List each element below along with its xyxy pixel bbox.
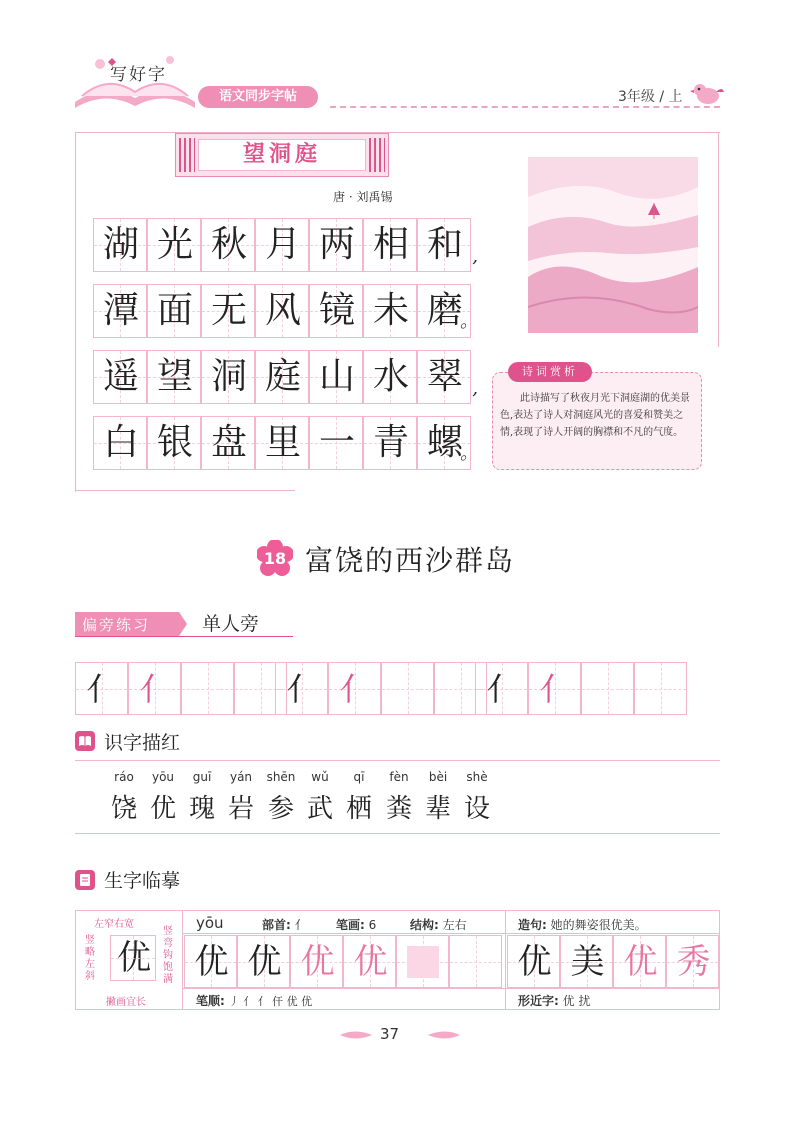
trace-cell — [290, 935, 343, 988]
trace-char-pink: 优 — [353, 942, 388, 982]
lesson-title: 富饶的西沙群岛 — [305, 544, 516, 577]
structure-value: 左右 — [442, 918, 467, 932]
hint-left: 竖略左斜 — [85, 935, 95, 982]
poem-cell — [309, 416, 363, 470]
poem-cell — [147, 350, 201, 404]
poem-line-2 — [93, 284, 478, 338]
poem-cell — [363, 350, 417, 404]
model-char: 优 — [117, 938, 151, 978]
header-divider — [330, 106, 720, 108]
poem-char: 和 — [426, 224, 463, 265]
hanzi: 武 — [306, 794, 333, 824]
hint-bottom: 撇画宜长 — [106, 997, 146, 1008]
poem-char: 螺 — [426, 422, 463, 463]
poem-cell — [363, 416, 417, 470]
recognize-char — [221, 770, 261, 826]
recognize-top-rule — [75, 760, 720, 761]
poem-cell — [93, 350, 147, 404]
hint-top: 左窄右宽 — [94, 919, 134, 930]
pinyin: bèi — [428, 770, 448, 784]
word2-char2: 秀 — [676, 942, 711, 982]
radical-trace-glyph: 亻 — [139, 670, 172, 708]
word1-char1: 优 — [517, 942, 552, 982]
poem-char: 无 — [210, 290, 247, 331]
poem-cell — [93, 284, 147, 338]
pinyin: yán — [229, 770, 253, 784]
hanzi: 瑰 — [188, 794, 215, 824]
poem-cell — [255, 284, 309, 338]
hint-right: 竖弯钩饱满 — [163, 926, 173, 985]
lesson-number: 18 — [263, 549, 287, 568]
similar-value: 优 扰 — [562, 994, 591, 1008]
radical-cell-empty[interactable] — [181, 662, 234, 715]
trace-cell — [343, 935, 396, 988]
recognize-section-title: 识字描红 — [104, 732, 181, 754]
poem-char: 银 — [156, 422, 193, 463]
analysis-title: 诗词赏析 — [508, 362, 592, 382]
word1-char2: 美 — [570, 942, 605, 982]
radical-cell — [128, 662, 181, 715]
recognize-bottom-rule — [75, 833, 720, 834]
title-stripes-right — [369, 138, 385, 172]
poem-cell — [255, 350, 309, 404]
hanzi: 优 — [149, 794, 176, 824]
radical-cell-empty[interactable] — [381, 662, 434, 715]
pinyin: guī — [192, 770, 212, 784]
poem-punctuation: , — [472, 246, 478, 267]
table-divider — [505, 910, 506, 1010]
sentence-label: 造句: — [518, 918, 547, 932]
word-cell — [613, 935, 666, 988]
poem-cell — [147, 218, 201, 272]
word-cell — [666, 935, 719, 988]
recognize-char — [379, 770, 419, 826]
poem-char: 镜 — [318, 290, 355, 331]
pinyin: ráo — [114, 770, 134, 784]
radical-label: 部首: — [262, 918, 291, 932]
poem-char: 望 — [156, 356, 193, 397]
poem-char: 青 — [372, 422, 409, 463]
poem-char: 风 — [264, 290, 301, 331]
bird-icon — [690, 80, 724, 106]
similar-info — [518, 992, 590, 1009]
recognize-char — [418, 770, 458, 826]
poem-frame-left — [75, 132, 76, 492]
poem-char: 里 — [264, 422, 301, 463]
poem-char: 山 — [318, 356, 355, 397]
poem-punctuation: , — [472, 378, 478, 399]
radical-trace-glyph: 亻 — [339, 670, 372, 708]
analysis-text: 此诗描写了秋夜月光下洞庭湖的优美景色,表达了诗人对洞庭风光的喜爱和赞美之情,表现了诗人开阔的胸襟和不凡的气度。 — [500, 393, 690, 438]
recognize-char — [339, 770, 379, 826]
pinyin: shè — [466, 770, 488, 784]
hanzi: 设 — [463, 794, 490, 824]
poem-char: 遥 — [102, 356, 139, 397]
stroke-order-info — [196, 992, 312, 1009]
recognize-char — [300, 770, 340, 826]
poem-char: 湖 — [102, 224, 139, 265]
word-cell — [560, 935, 613, 988]
poem-char: 洞 — [210, 356, 247, 397]
pinyin: fèn — [389, 770, 409, 784]
page-number-decoration — [340, 1028, 460, 1042]
poem-frame-top — [75, 132, 720, 133]
poem-char: 盘 — [210, 422, 247, 463]
char-pinyin: yōu — [196, 914, 224, 932]
word2-char1: 优 — [623, 942, 658, 982]
poem-cell — [93, 218, 147, 272]
poem-punctuation: 。 — [460, 443, 478, 464]
table-row-line — [182, 933, 720, 934]
poem-line-3 — [93, 350, 478, 404]
poem-char: 月 — [264, 224, 301, 265]
sentence-info — [518, 916, 647, 933]
recognize-char — [457, 770, 497, 826]
radical-glyph: 亻 — [486, 670, 519, 708]
structure-label: 结构: — [410, 918, 439, 932]
poem-cell — [417, 218, 478, 272]
recognize-char — [143, 770, 183, 826]
pinyin: yōu — [151, 770, 175, 784]
copy-section-title: 生字临摹 — [104, 870, 181, 892]
trace-cell — [184, 935, 237, 988]
radical-name: 单人旁 — [202, 613, 260, 635]
poem-char: 相 — [372, 224, 409, 265]
trace-char: 优 — [247, 942, 282, 982]
brand-name: 写好字 — [110, 65, 167, 85]
poem-cell — [417, 416, 478, 470]
radical-glyph: 亻 — [286, 670, 319, 708]
trace-cell-shaded[interactable] — [396, 935, 449, 988]
trace-cell — [237, 935, 290, 988]
radical-glyph: 亻 — [86, 670, 119, 708]
poem-cell — [309, 218, 363, 272]
poem-title-box — [175, 133, 389, 177]
radical-cell — [475, 662, 528, 715]
poem-cell — [93, 416, 147, 470]
pinyin: shēn — [266, 770, 296, 784]
structure-info — [410, 916, 467, 933]
radical-grid-3 — [475, 662, 687, 715]
book-icon — [75, 731, 95, 751]
strokes-value: 6 — [368, 918, 377, 932]
radical-value: 亻 — [294, 918, 307, 932]
radical-cell-empty[interactable] — [634, 662, 687, 715]
poem-cell — [201, 350, 255, 404]
radical-cell — [275, 662, 328, 715]
poem-char: 面 — [156, 290, 193, 331]
poem-char: 水 — [372, 356, 409, 397]
poem-cell — [363, 218, 417, 272]
stroke-order-value: 丿 亻 亻 仠 优 优 — [228, 995, 313, 1008]
poem-char: 一 — [318, 422, 355, 463]
word-cell — [507, 935, 560, 988]
poem-cell — [417, 284, 478, 338]
trace-char-pink: 优 — [300, 942, 335, 982]
radical-trace-glyph: 亻 — [539, 670, 572, 708]
recognize-char — [261, 770, 301, 826]
trace-char: 优 — [194, 942, 229, 982]
poem-char: 潭 — [102, 290, 139, 331]
poem-line-4 — [93, 416, 478, 470]
page-number: 37 — [380, 1025, 400, 1043]
radical-cell — [528, 662, 581, 715]
copy-trace-row — [184, 935, 502, 988]
poem-cell — [255, 416, 309, 470]
poem-cell — [147, 416, 201, 470]
radical-grid-2 — [275, 662, 487, 715]
similar-label: 形近字: — [518, 994, 559, 1008]
table-divider — [182, 910, 183, 1010]
poem-char: 庭 — [264, 356, 301, 397]
grade-label: 3年级 / 上 — [618, 89, 683, 105]
poem-cell — [201, 284, 255, 338]
poem-char: 秋 — [210, 224, 247, 265]
stroke-info — [336, 916, 376, 933]
poem-char: 未 — [372, 290, 409, 331]
poem-cell — [417, 350, 478, 404]
radical-cell-empty[interactable] — [581, 662, 634, 715]
stroke-order-label: 笔顺: — [196, 994, 225, 1008]
radical-info — [262, 916, 307, 933]
radical-cell — [328, 662, 381, 715]
title-stripes-left — [179, 138, 195, 172]
radical-grid-1 — [75, 662, 287, 715]
recognize-char — [182, 770, 222, 826]
hanzi: 粪 — [385, 794, 412, 824]
poem-cell — [147, 284, 201, 338]
poem-punctuation: 。 — [460, 311, 478, 332]
poem-author: 唐 · 刘禹锡 — [333, 190, 393, 204]
pinyin: qī — [353, 770, 365, 784]
poem-frame-bottom — [75, 490, 295, 491]
strokes-label: 笔画: — [336, 918, 365, 932]
sentence-value: 她的舞姿很优美。 — [550, 918, 647, 932]
poem-char: 光 — [156, 224, 193, 265]
recognize-char — [104, 770, 144, 826]
hanzi: 栖 — [345, 794, 372, 824]
pinyin: wǔ — [311, 770, 329, 784]
poem-cell — [201, 218, 255, 272]
poem-title: 望洞庭 — [198, 139, 366, 171]
poem-char: 两 — [318, 224, 355, 265]
poem-cell — [309, 284, 363, 338]
radical-section-label: 偏旁练习 — [82, 616, 151, 634]
notebook-icon — [75, 870, 95, 890]
trace-cell-empty[interactable] — [449, 935, 502, 988]
series-tag: 语文同步字帖 — [198, 86, 318, 108]
poem-cell — [255, 218, 309, 272]
poem-line-1 — [93, 218, 478, 272]
hanzi: 饶 — [110, 794, 137, 824]
lesson-number-flower-icon — [257, 540, 293, 576]
radical-underline — [75, 636, 293, 637]
model-char-cell — [110, 935, 156, 981]
lake-landscape-illustration — [528, 157, 698, 333]
word-trace-row — [507, 935, 719, 988]
poem-frame-right — [718, 132, 719, 347]
poem-char: 翠 — [426, 356, 463, 397]
radical-cell — [75, 662, 128, 715]
hanzi: 岩 — [227, 794, 254, 824]
poem-char: 白 — [102, 422, 139, 463]
poem-char: 磨 — [426, 290, 463, 331]
poem-cell — [309, 350, 363, 404]
poem-cell — [201, 416, 255, 470]
poem-cell — [363, 284, 417, 338]
hanzi: 辈 — [424, 794, 451, 824]
hanzi: 参 — [267, 794, 294, 824]
